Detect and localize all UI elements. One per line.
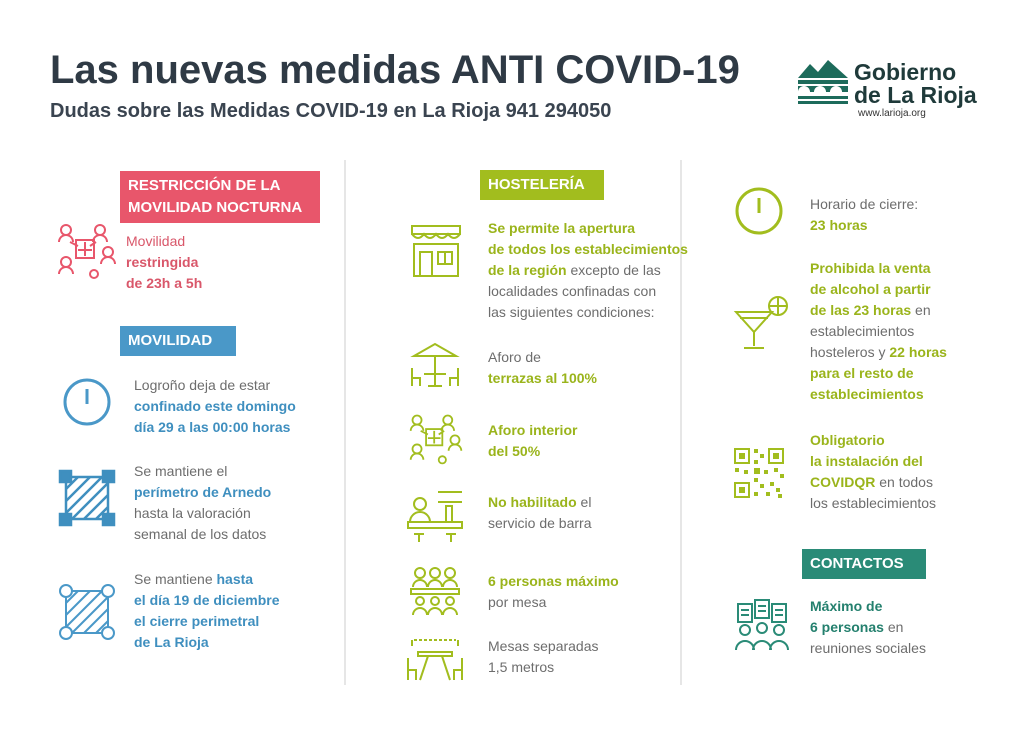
qr-code-icon <box>732 446 786 500</box>
gobierno-logo <box>798 56 848 104</box>
mesa-text-1: 6 personas máximo <box>488 573 619 589</box>
barra-text-2: servicio de barra <box>488 515 592 531</box>
people-group-icon <box>734 598 790 654</box>
restriccion-text-3: de 23h a 5h <box>126 275 203 291</box>
clock-icon <box>734 186 784 236</box>
alcohol-text-5a: hosteleros y <box>810 344 890 360</box>
movilidad-item2-text-2: perímetro de Arnedo <box>134 484 272 500</box>
restriccion-text-2: restringida <box>126 254 199 270</box>
logo-line-1: Gobierno <box>854 59 957 85</box>
movilidad-badge: MOVILIDAD <box>120 326 236 356</box>
hosteleria-intro-text-4: localidades confinadas con <box>488 283 657 299</box>
page-title: Las nuevas medidas ANTI COVID-19 <box>50 48 740 92</box>
movilidad-item3-text-4: de La Rioja <box>134 634 209 650</box>
alcohol-text-2: de alcohol a partir <box>810 281 931 297</box>
contactos-text-2a: 6 personas <box>810 619 884 635</box>
movilidad-item1-text-3: día 29 a las 00:00 horas <box>134 419 291 435</box>
hosteleria-intro-text-5: las siguientes condiciones: <box>488 304 655 320</box>
movilidad-item3-text-3: el cierre perimetral <box>134 613 260 629</box>
terrace-icon <box>408 340 462 392</box>
column-divider-1 <box>344 160 346 685</box>
hosteleria-intro-text-2: de todos los establecimientos <box>488 241 688 257</box>
hosteleria-intro-text-1: Se permite la apertura <box>488 220 636 236</box>
movilidad-item2-text-3: hasta la valoración <box>134 505 251 521</box>
restriccion-badge: RESTRICCIÓN DE LA MOVILIDAD NOCTURNA <box>120 171 320 223</box>
shop-icon <box>408 222 464 280</box>
alcohol-text-7: establecimientos <box>810 386 924 402</box>
qr-text-3a: COVIDQR <box>810 474 876 490</box>
people-network-icon <box>56 222 118 280</box>
hosteleria-intro-text-3b: excepto de las <box>566 262 661 278</box>
alcohol-text-6: para el resto de <box>810 365 914 381</box>
alcohol-text-3a: de las 23 horas <box>810 302 912 318</box>
mesas-text-1: Mesas separadas <box>488 638 599 654</box>
alcohol-text-5b: 22 horas <box>889 344 947 360</box>
movilidad-item2-text-4: semanal de los datos <box>134 526 267 542</box>
table-icon <box>406 636 464 682</box>
movilidad-item2-text-1: Se mantiene el <box>134 463 228 479</box>
mountain-bridge-icon <box>798 56 848 104</box>
logo-line-2: de La Rioja <box>854 82 977 108</box>
movilidad-item1-text-2: confinado este domingo <box>134 398 296 414</box>
qr-text-2: la instalación del <box>810 453 923 469</box>
qr-text-3b: en todos <box>875 474 933 490</box>
interior-text-1: Aforo interior <box>488 422 578 438</box>
contactos-text-3: reuniones sociales <box>810 640 926 656</box>
alcohol-text-3b: en <box>911 302 931 318</box>
cocktail-icon <box>732 294 790 352</box>
alcohol-text-1: Prohibida la venta <box>810 260 931 276</box>
horario-text-1: Horario de cierre: <box>810 196 919 212</box>
perimeter-circle-icon <box>58 583 116 641</box>
interior-text-2: del 50% <box>488 443 541 459</box>
alcohol-text-4: establecimientos <box>810 323 915 339</box>
contactos-text-1: Máximo de <box>810 598 883 614</box>
movilidad-item3-text-1a: Se mantiene <box>134 571 217 587</box>
contactos-badge: CONTACTOS <box>802 549 926 579</box>
barra-text-1a: No habilitado <box>488 494 577 510</box>
movilidad-item3-text-1b: hasta <box>216 571 254 587</box>
contactos-text-2b: en <box>883 619 904 635</box>
logo-url: www.larioja.org <box>858 108 926 119</box>
movilidad-item3-text-2: el día 19 de diciembre <box>134 592 280 608</box>
perimeter-icon <box>58 469 116 527</box>
mesa-text-2: por mesa <box>488 594 547 610</box>
bar-icon <box>406 488 464 544</box>
group-icon <box>408 565 462 617</box>
hosteleria-intro-text-3a: de la región <box>488 262 567 278</box>
qr-text-1: Obligatorio <box>810 432 885 448</box>
people-network-icon <box>408 412 464 466</box>
qr-text-4: los establecimientos <box>810 495 937 511</box>
terrazas-text-1: Aforo de <box>488 349 541 365</box>
mesas-text-2: 1,5 metros <box>488 659 555 675</box>
horario-text-2: 23 horas <box>810 217 868 233</box>
hosteleria-badge: HOSTELERÍA <box>480 170 604 200</box>
page-subtitle: Dudas sobre las Medidas COVID-19 en La Rioja 941 294050 <box>50 100 612 122</box>
clock-icon <box>62 377 112 427</box>
movilidad-item1-text-1: Logroño deja de estar <box>134 377 271 393</box>
restriccion-text-1: Movilidad <box>126 233 186 249</box>
terrazas-text-2: terrazas al 100% <box>488 370 597 386</box>
barra-text-1b: el <box>576 494 592 510</box>
